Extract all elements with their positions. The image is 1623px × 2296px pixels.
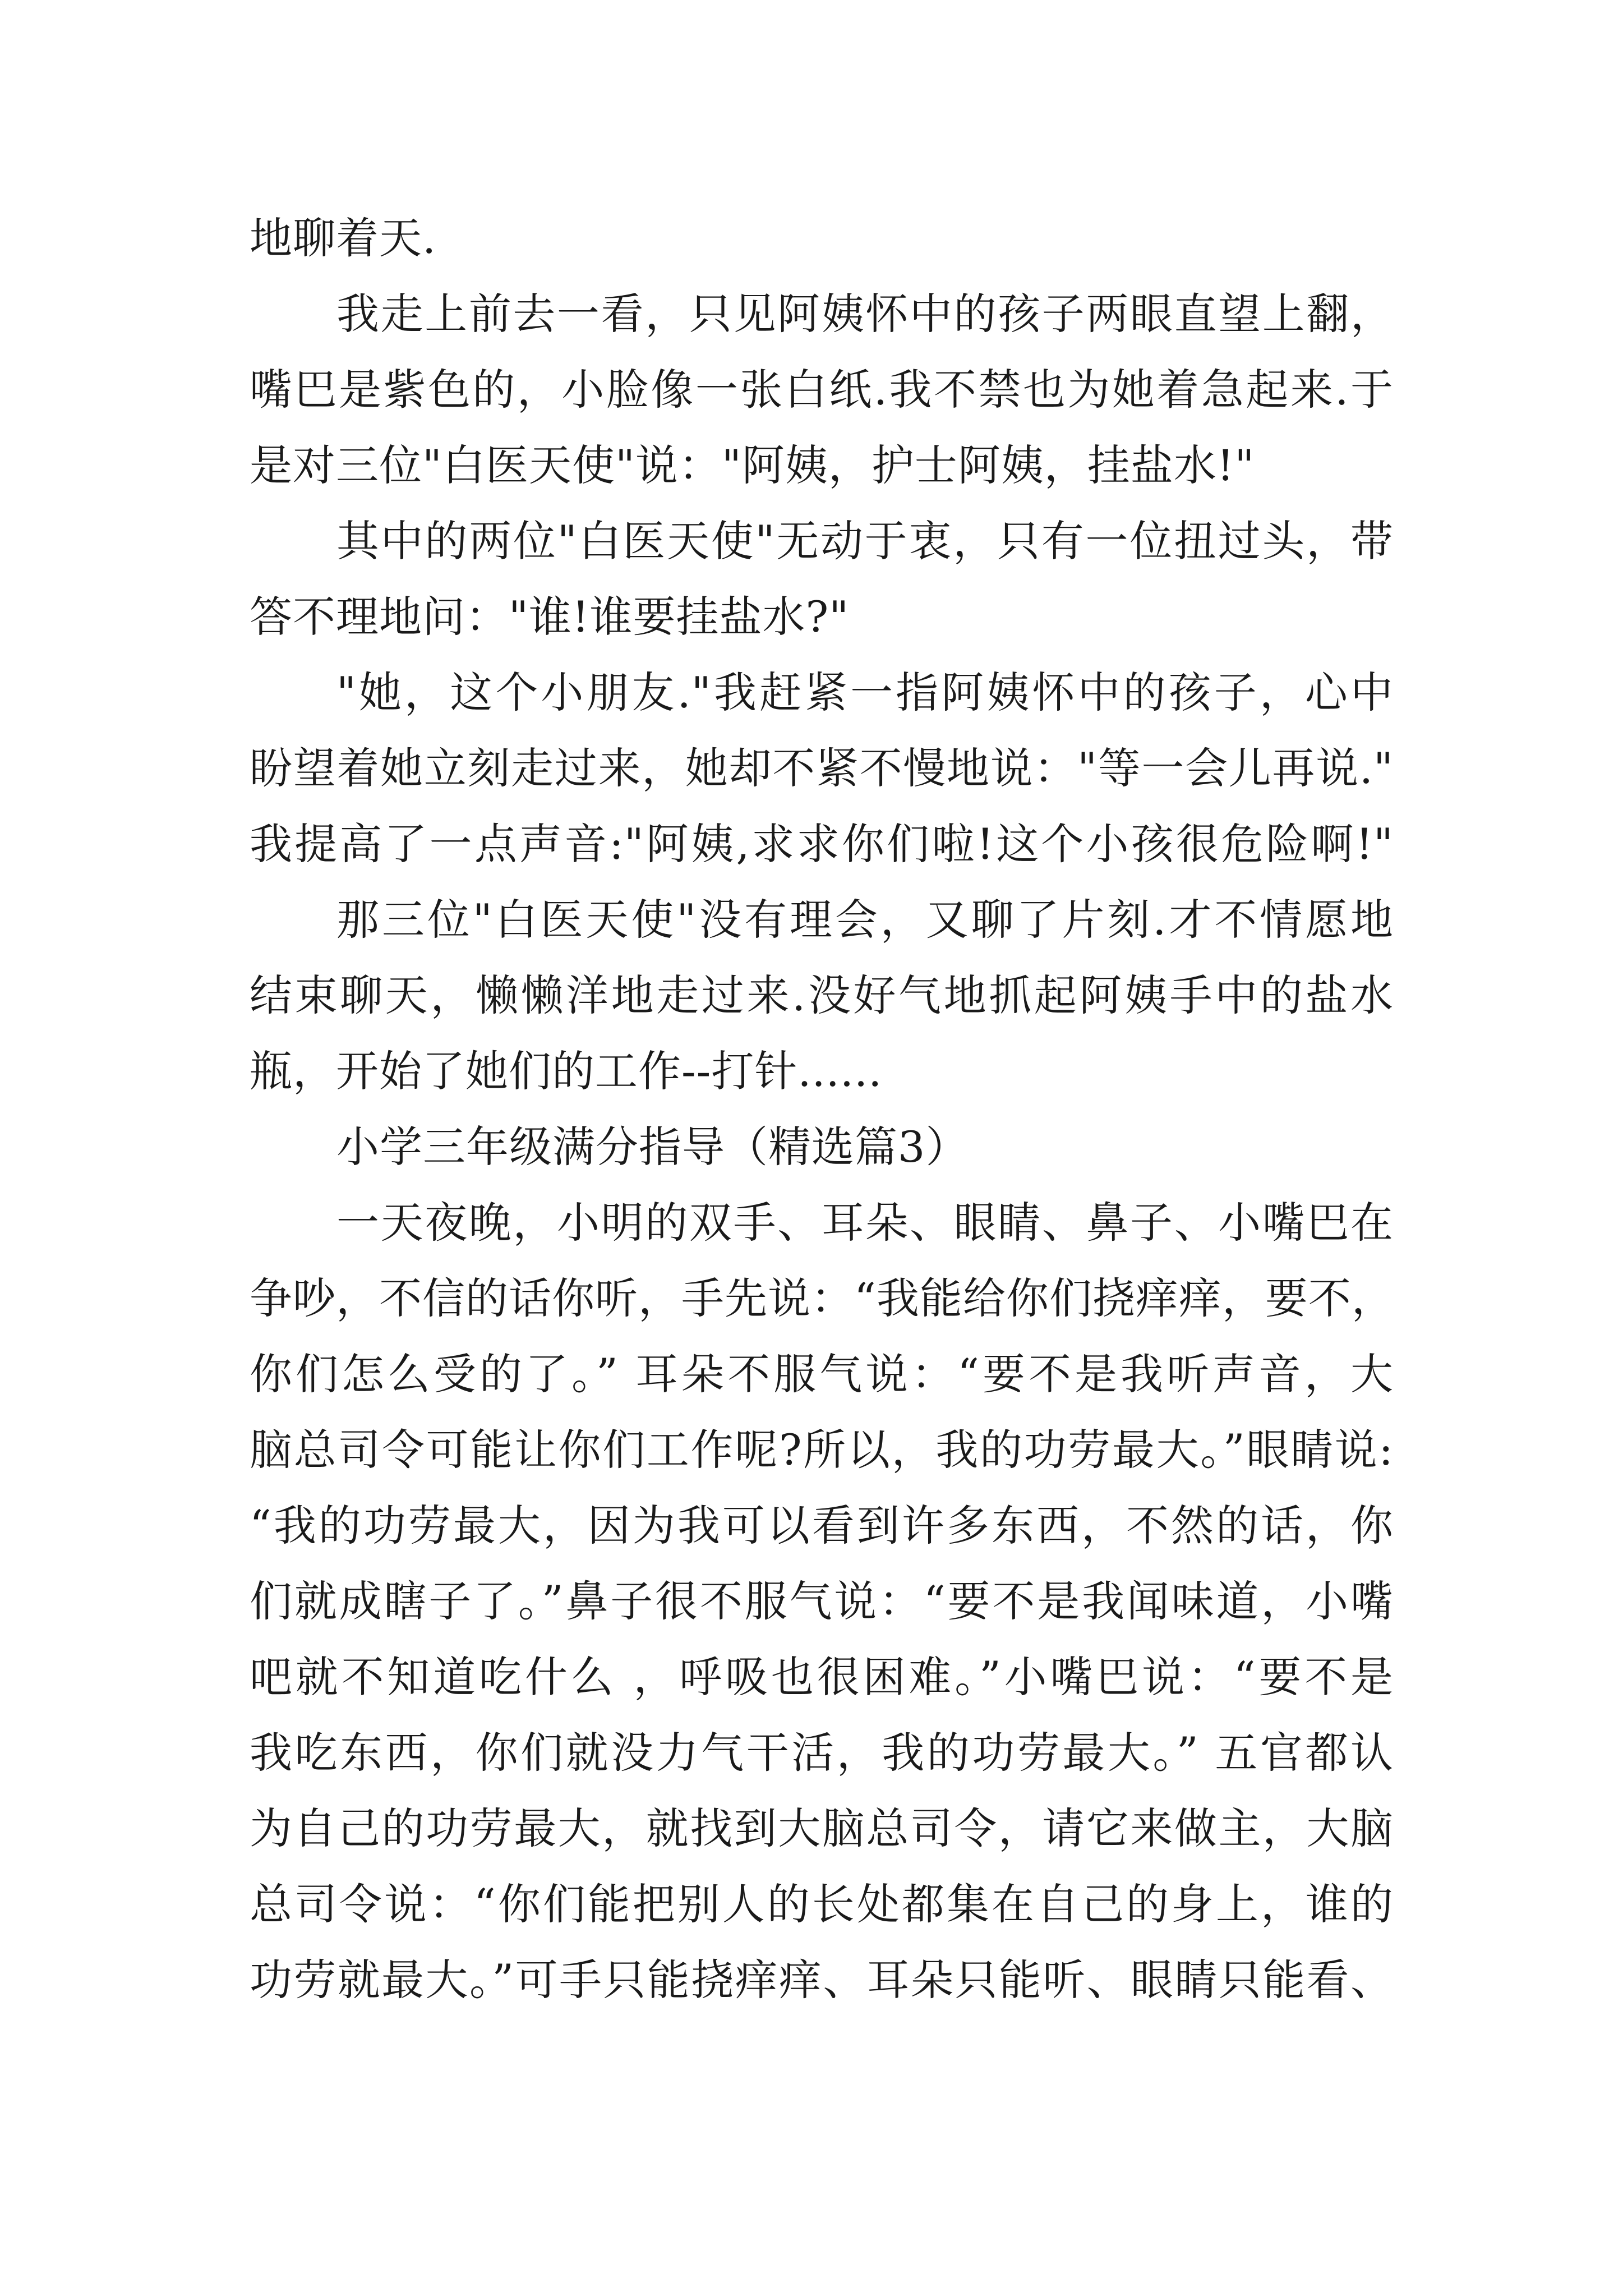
text-line: 地聊着天.	[250, 213, 437, 263]
text-line: 总司令说：“你们能把别人的长处都集在自己的身上，谁的	[250, 1879, 1394, 1929]
section-heading: 小学三年级满分指导（精选篇3）	[336, 1122, 969, 1172]
text-line: “我的功劳最大，因为我可以看到许多东西，不然的话，你	[250, 1501, 1394, 1550]
text-line: 盼望着她立刻走过来，她却不紧不慢地说："等一会儿再说."	[250, 743, 1394, 793]
text-line: 是对三位"白医天使"说："阿姨，护士阿姨，挂盐水!"	[250, 440, 1255, 490]
text-line: 我走上前去一看，只见阿姨怀中的孩子两眼直望上翻，	[336, 289, 1394, 339]
text-line: 你们怎么受的了。” 耳朵不服气说：“要不是我听声音，大	[250, 1349, 1394, 1399]
text-line: 瓶，开始了她们的工作--打针......	[250, 1046, 883, 1096]
text-line: 那三位"白医天使"没有理会，又聊了片刻.才不情愿地	[336, 895, 1394, 945]
text-line: 答不理地问："谁!谁要挂盐水?"	[250, 592, 850, 642]
text-line: 我提高了一点声音:"阿姨,求求你们啦!这个小孩很危险啊!"	[250, 819, 1394, 869]
text-line: 吧就不知道吃什么 ，呼吸也很困难。”小嘴巴说：“要不是	[250, 1652, 1394, 1702]
text-line: 我吃东西，你们就没力气干活，我的功劳最大。” 五官都认	[250, 1728, 1394, 1778]
text-line: 功劳就最大。”可手只能挠痒痒、耳朵只能听、眼睛只能看、	[250, 1955, 1394, 2005]
text-line: "她，这个小朋友."我赶紧一指阿姨怀中的孩子，心中	[336, 668, 1394, 717]
text-line: 其中的两位"白医天使"无动于衷，只有一位扭过头，带	[336, 516, 1394, 566]
text-line: 们就成瞎子了。”鼻子很不服气说：“要不是我闻味道，小嘴	[250, 1576, 1394, 1626]
text-line: 争吵，不信的话你听，手先说：“我能给你们挠痒痒，要不，	[250, 1273, 1395, 1323]
text-line: 嘴巴是紫色的，小脸像一张白纸.我不禁也为她着急起来.于	[250, 365, 1394, 415]
text-line: 结束聊天，懒懒洋地走过来.没好气地抓起阿姨手中的盐水	[250, 970, 1394, 1020]
text-line: 为自己的功劳最大，就找到大脑总司令，请它来做主，大脑	[250, 1803, 1394, 1853]
text-line: 脑总司令可能让你们工作呢?所以，我的功劳最大。”眼睛说:	[250, 1425, 1394, 1475]
text-line: 一天夜晚，小明的双手、耳朵、眼睛、鼻子、小嘴巴在	[336, 1198, 1394, 1248]
